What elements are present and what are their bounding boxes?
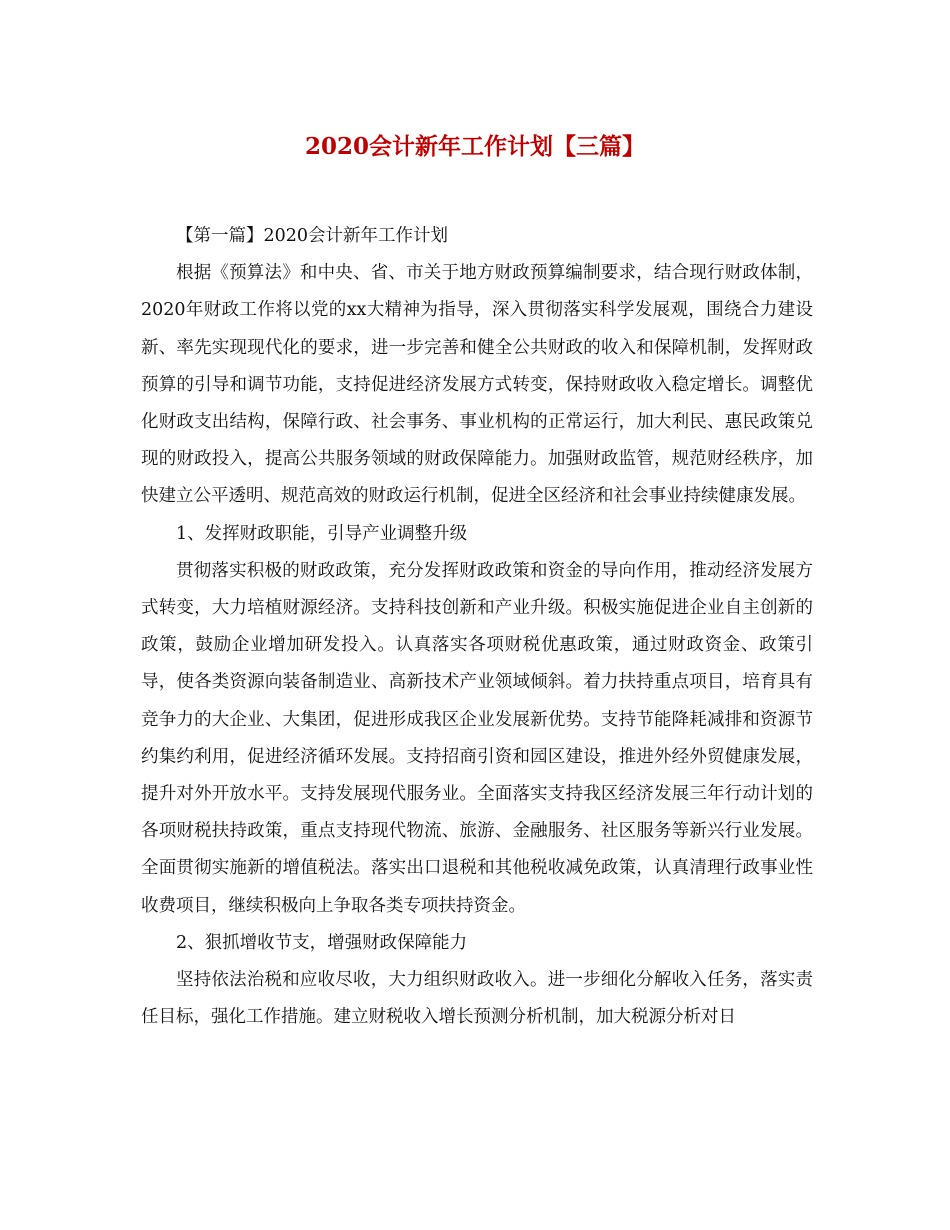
section-heading: 【第一篇】2020会计新年工作计划	[176, 226, 449, 246]
subsection-heading: 1、发挥财政职能，引导产业调整升级	[176, 523, 468, 544]
document-body	[141, 218, 813, 1036]
body-paragraph: 坚持依法治税和应收尽收，大力组织财政收入。进一步细化分解收入任务，落实责任目标，强化工作措施。建立财税收入增长预测分析机制，加大税源分析对日	[141, 970, 813, 1028]
subsection-heading: 2、狠抓增收节支，增强财政保障能力	[176, 932, 468, 953]
body-paragraph: 贯彻落实积极的财政政策，充分发挥财政政策和资金的导向作用，推动经济发展方式转变，大力培植财源经济。支持科技创新和产业升级。积极实施促进企业自主创新的政策，鼓励企业增加研发投入。认真落实各项财税优惠政策，通过财政资金、政策引导，使各类资源向装备制造业、高新技术产业领域倾斜。着力扶持重点项目，培育具有竞争力的大企业、大集团，促进形成我区企业发展新优势。支持节能降耗减排和资源节约集约利用，促进经济循环发展。支持招商引资和园区建设，推进外经外贸健康发展，提升对外开放水平。支持发展现代服务业。全面落实支持我区经济发展三年行动计划的各项财税扶持政策，重点支持现代物流、旅游、金融服务、社区服务等新兴行业发展。全面贯彻实施新的增值税法。落实出口退税和其他税收减免政策，认真清理行政事业性收费项目，继续积极向上争取各类专项扶持资金。	[141, 560, 813, 916]
body-paragraph: 根据《预算法》和中央、省、市关于地方财政预算编制要求，结合现行财政体制，2020年财政工作将以党的xx大精神为指导，深入贯彻落实科学发展观，围绕合力建设新、率先实现现代化的要求，进一步完善和健全公共财政的收入和保障机制，发挥财政预算的引导和调节功能，支持促进经济发展方式转变，保持财政收入稳定增长。调整优化财政支出结构，保障行政、社会事务、事业机构的正常运行，加大利民、惠民政策兑现的财政投入，提高公共服务领域的财政保障能力。加强财政监管，规范财经秩序，加快建立公平透明、规范高效的财政运行机制，促进全区经济和社会事业持续健康发展。	[141, 263, 813, 507]
document-title: 2020会计新年工作计划【三篇】	[304, 133, 645, 160]
